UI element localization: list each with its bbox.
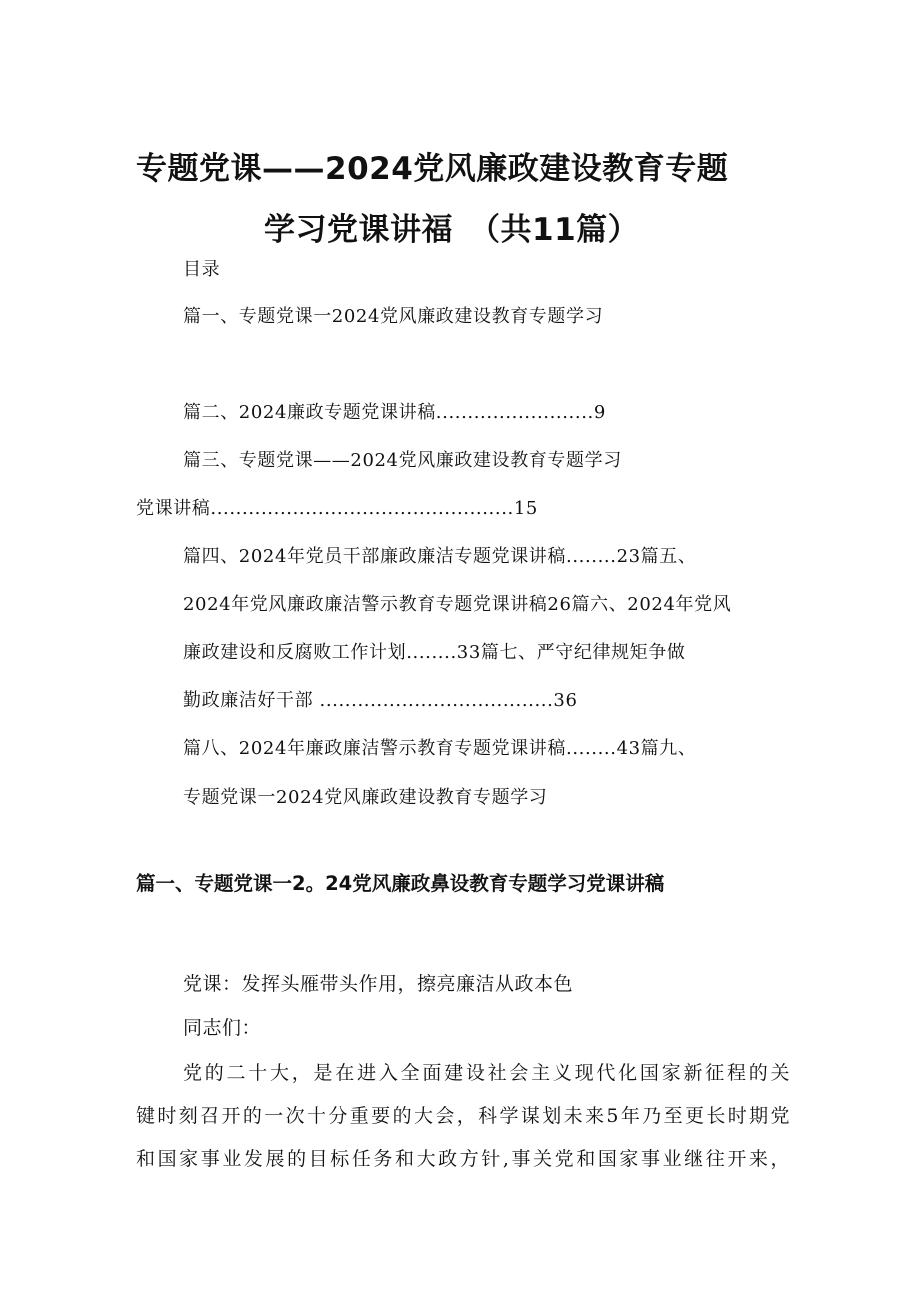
toc-line: 廉政建设和反腐败工作计划........33篇七、严守纪律规矩争做 bbox=[183, 642, 686, 663]
paragraph-line: 党的二十大，是在进入全面建设社会主义现代化国家新征程的关 bbox=[183, 1062, 790, 1084]
toc-line: 篇三、专题党课——2024党风廉政建设教育专题学习 bbox=[183, 450, 622, 471]
document-title-line-1: 专题党课——2024党风廉政建设教育专题 bbox=[136, 151, 729, 187]
toc-label: 目录 bbox=[183, 259, 221, 280]
document-title-line-2: 学习党课讲福 （共11篇） bbox=[264, 212, 640, 248]
toc-line: 专题党课一2024党风廉政建设教育专题学习 bbox=[183, 787, 548, 808]
lesson-title: 党课：发挥头雁带头作用，擦亮廉洁从政本色 bbox=[183, 973, 574, 995]
toc-line: 党课讲稿................................................15 bbox=[136, 498, 538, 519]
toc-line: 篇八、2024年廉政廉洁警示教育专题党课讲稿........43篇九、 bbox=[183, 738, 697, 759]
paragraph-line: 键时刻召开的一次十分重要的大会，科学谋划未来5年乃至更长时期党 bbox=[136, 1105, 790, 1127]
toc-line: 2024年党风廉政廉洁警示教育专题党课讲稿26篇六、2024年党风 bbox=[183, 594, 732, 615]
toc-line: 勤政廉洁好干部 .....................................36 bbox=[183, 690, 578, 711]
paragraph-line: 和国家事业发展的目标任务和大政方针,事关党和国家事业继往开来， bbox=[136, 1148, 790, 1170]
toc-line: 篇二、2024廉政专题党课讲稿.........................9 bbox=[183, 402, 606, 423]
salutation: 同志们： bbox=[183, 1017, 262, 1039]
toc-line: 篇四、2024年党员干部廉政廉洁专题党课讲稿........23篇五、 bbox=[183, 546, 697, 567]
toc-line: 篇一、专题党课一2024党风廉政建设教育专题学习 bbox=[183, 306, 604, 327]
section-heading: 篇一、专题党课一2。24党风廉政鼻设教育专题学习党课讲稿 bbox=[136, 872, 665, 895]
